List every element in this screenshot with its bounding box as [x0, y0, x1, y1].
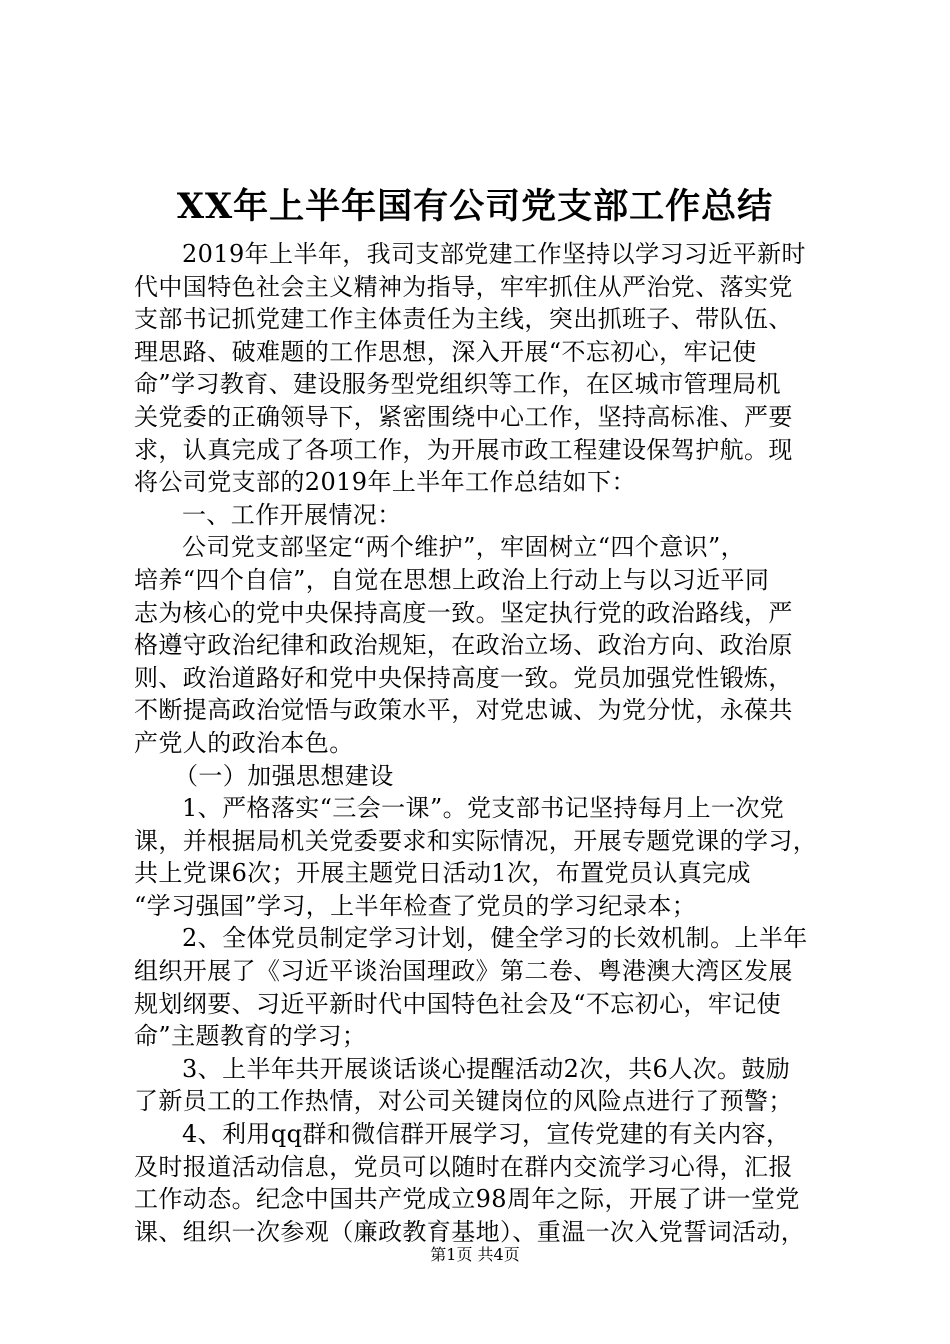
paragraph-line: 命”学习教育、建设服务型党组织等工作，在区城市管理局机: [134, 370, 782, 399]
paragraph-line: 志为核心的党中央保持高度一致。坚定执行党的政治路线，严: [134, 598, 793, 627]
document-title: XX年上半年国有公司党支部工作总结: [176, 186, 774, 227]
paragraph-line: 求，认真完成了各项工作，为开展市政工程建设保驾护航。现: [134, 435, 793, 464]
paragraph-line: 不断提高政治觉悟与政策水平，对党忠诚、为党分忧，永葆共: [134, 696, 793, 725]
paragraph-line: 格遵守政治纪律和政治规矩，在政治立场、政治方向、政治原: [134, 631, 793, 660]
page-number-footer: 第1页 共4页: [430, 1245, 520, 1264]
paragraph-line: 产党人的政治本色。: [134, 728, 354, 757]
paragraph-line: 支部书记抓党建工作主体责任为主线，突出抓班子、带队伍、: [134, 305, 793, 334]
paragraph-line: 关党委的正确领导下，紧密围绕中心工作，坚持高标准、严要: [134, 402, 793, 431]
paragraph-line: 共上党课6次；开展主题党日活动1次，布置党员认真完成: [134, 859, 751, 888]
paragraph-line: 则、政治道路好和党中央保持高度一致。党员加强党性锻炼，: [134, 663, 793, 692]
paragraph-line: 命”主题教育的学习；: [134, 1022, 367, 1051]
paragraph-line: 培养“四个自信”，自觉在思想上政治上行动上与以习近平同: [134, 565, 770, 594]
paragraph-line: 3、上半年共开展谈话谈心提醒活动2次，共6人次。鼓励: [182, 1054, 791, 1083]
document-body: [134, 238, 824, 1248]
paragraph-line: 理思路、破难题的工作思想，深入开展“不忘初心，牢记使: [134, 337, 757, 366]
subsection-heading: （一）加强思想建设: [174, 761, 394, 790]
paragraph-line: 公司党支部坚定“两个维护”，牢固树立“四个意识”，: [182, 533, 746, 562]
paragraph-line: 4、利用qq群和微信群开展学习，宣传党建的有关内容，: [182, 1120, 791, 1149]
paragraph-line: 课、组织一次参观（廉政教育基地）、重温一次入党誓词活动，: [134, 1217, 806, 1246]
paragraph-line: 了新员工的工作热情，对公司关键岗位的风险点进行了预警；: [134, 1087, 793, 1116]
paragraph-line: 代中国特色社会主义精神为指导，牢牢抓住从严治党、落实党: [134, 272, 793, 301]
paragraph-line: 规划纲要、习近平新时代中国特色社会及“不忘初心，牢记使: [134, 989, 782, 1018]
section-heading: 一、工作开展情况：: [182, 500, 402, 529]
paragraph-line: “学习强国”学习，上半年检查了党员的学习纪录本；: [134, 891, 697, 920]
paragraph-line: 课，并根据局机关党委要求和实际情况，开展专题党课的学习，: [134, 826, 818, 855]
paragraph-line: 组织开展了《习近平谈治国理政》第二卷、粤港澳大湾区发展: [134, 957, 793, 986]
paragraph-line: 2019年上半年，我司支部党建工作坚持以学习习近平新时: [182, 240, 806, 268]
paragraph-line: 将公司党支部的2019年上半年工作总结如下：: [134, 468, 636, 497]
paragraph-line: 1、严格落实“三会一课”。党支部书记坚持每月上一次党: [182, 794, 785, 823]
paragraph-line: 工作动态。纪念中国共产党成立98周年之际，开展了讲一堂党: [134, 1185, 800, 1214]
paragraph-line: 2、全体党员制定学习计划，健全学习的长效机制。上半年: [182, 924, 808, 953]
paragraph-line: 及时报道活动信息，党员可以随时在群内交流学习心得，汇报: [134, 1152, 793, 1181]
